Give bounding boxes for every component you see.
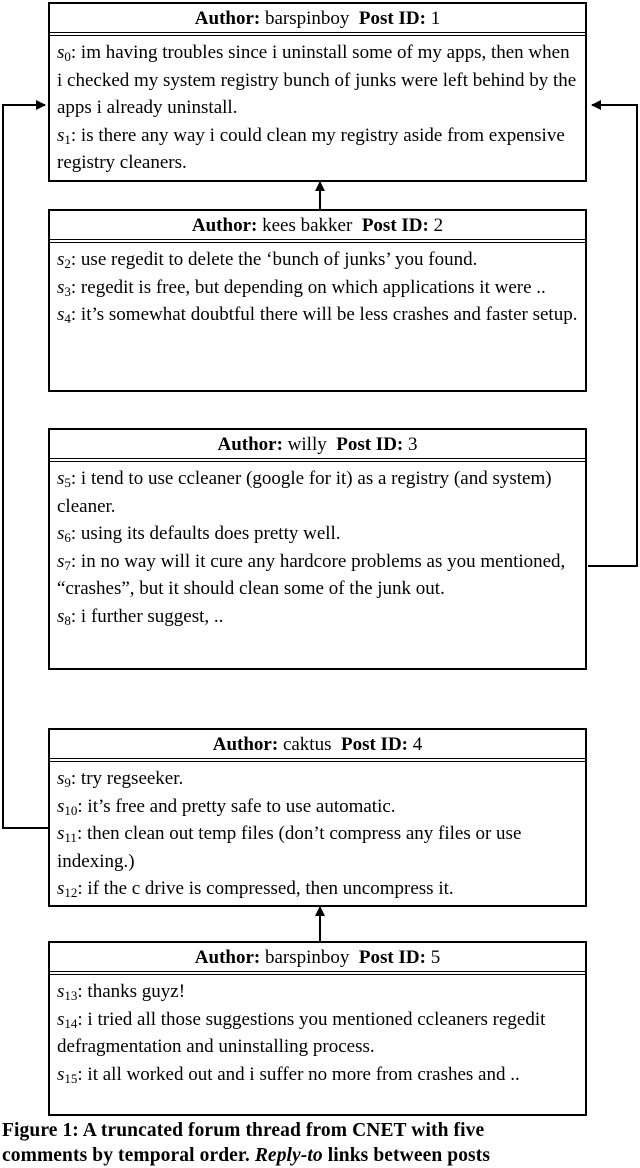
author-name: barspinboy <box>264 947 350 968</box>
post-id-label: Post ID: <box>340 734 409 755</box>
post-header <box>50 943 585 975</box>
sentence: $s_{15}$: it all worked out and i suffer no more from crashes and .. <box>57 1063 520 1086</box>
sentence: $s_1$: is there any way i could clean my registry aside from expensive registry cleaners. <box>57 124 565 173</box>
post-header <box>50 730 585 762</box>
link-post4-to-post1 <box>3 105 48 828</box>
post-id-label: Post ID: <box>358 8 426 29</box>
figure-caption <box>2 1118 638 1168</box>
sentence: $s_3$: regedit is free, but depending on which applications it were .. <box>57 276 546 299</box>
sentence: $s_6$: using its defaults does pretty well. <box>57 523 341 545</box>
author-label: Author: <box>194 947 261 968</box>
sentence: $s_2$: use regedit to delete the ‘bunch of junks’ you found. <box>57 249 478 271</box>
post-id-label: Post ID: <box>361 215 429 236</box>
author-name: kees bakker <box>262 215 353 236</box>
author-name: barspinboy <box>264 8 350 29</box>
post-body <box>50 36 585 177</box>
caption-line: comments by temporal order. Reply-to links between posts <box>2 1145 491 1166</box>
author-label: Author: <box>212 734 279 755</box>
sentence: $s_{14}$: i tried all those suggestions you mentioned ccleaners regedit defragmentation and uninstalling process. <box>57 1008 546 1057</box>
sentence: $s_9$: try regseeker. <box>57 768 184 790</box>
author-label: Author: <box>217 434 283 455</box>
post-id-label: Post ID: <box>358 947 426 968</box>
post-body <box>50 462 585 630</box>
post-id: 1 <box>430 8 441 29</box>
author-name: caktus <box>282 734 332 755</box>
author-label: Author: <box>191 215 258 236</box>
post-3 <box>48 428 587 670</box>
sentence: $s_7$: in no way will it cure any hardcore problems as you mentioned, “crashes”, but it should clean some of the junk out. <box>57 550 566 599</box>
post-id-label: Post ID: <box>336 434 404 455</box>
link-post3-to-post1 <box>588 105 637 566</box>
post-id: 3 <box>408 434 418 455</box>
sentence: $s_{10}$: it’s free and pretty safe to use automatic. <box>57 795 396 818</box>
post-5 <box>48 941 587 1116</box>
post-1 <box>48 2 587 182</box>
sentence: $s_0$: im having troubles since i uninstall some of my apps, then when i checked my system registry bunch of junks were left behind by the apps i already uninstall. <box>57 42 577 118</box>
post-id: 4 <box>412 734 423 755</box>
post-id: 2 <box>433 215 444 236</box>
post-body <box>50 243 585 329</box>
sentence: $s_8$: i further suggest, .. <box>57 605 224 628</box>
post-4 <box>48 728 587 907</box>
caption-line: Figure 1: A truncated forum thread from CNET with five <box>2 1120 485 1141</box>
author-name: willy <box>287 434 327 455</box>
sentence: $s_{12}$: if the c drive is compressed, then uncompress it. <box>57 878 454 900</box>
post-id: 5 <box>430 947 441 968</box>
post-body <box>50 762 585 903</box>
sentence: $s_5$: i tend to use ccleaner (google for it) as a registry (and system) cleaner. <box>57 468 552 517</box>
post-header <box>50 4 585 36</box>
sentence: $s_{13}$: thanks guyz! <box>57 981 186 1003</box>
author-label: Author: <box>194 8 261 29</box>
post-header <box>50 211 585 243</box>
sentence: $s_4$: it’s somewhat doubtful there will be less crashes and faster setup. <box>57 304 578 326</box>
post-header <box>50 430 585 462</box>
post-2 <box>48 209 587 392</box>
post-body <box>50 975 585 1088</box>
sentence: $s_{11}$: then clean out temp files (don’t compress any files or use indexing.) <box>57 823 522 872</box>
